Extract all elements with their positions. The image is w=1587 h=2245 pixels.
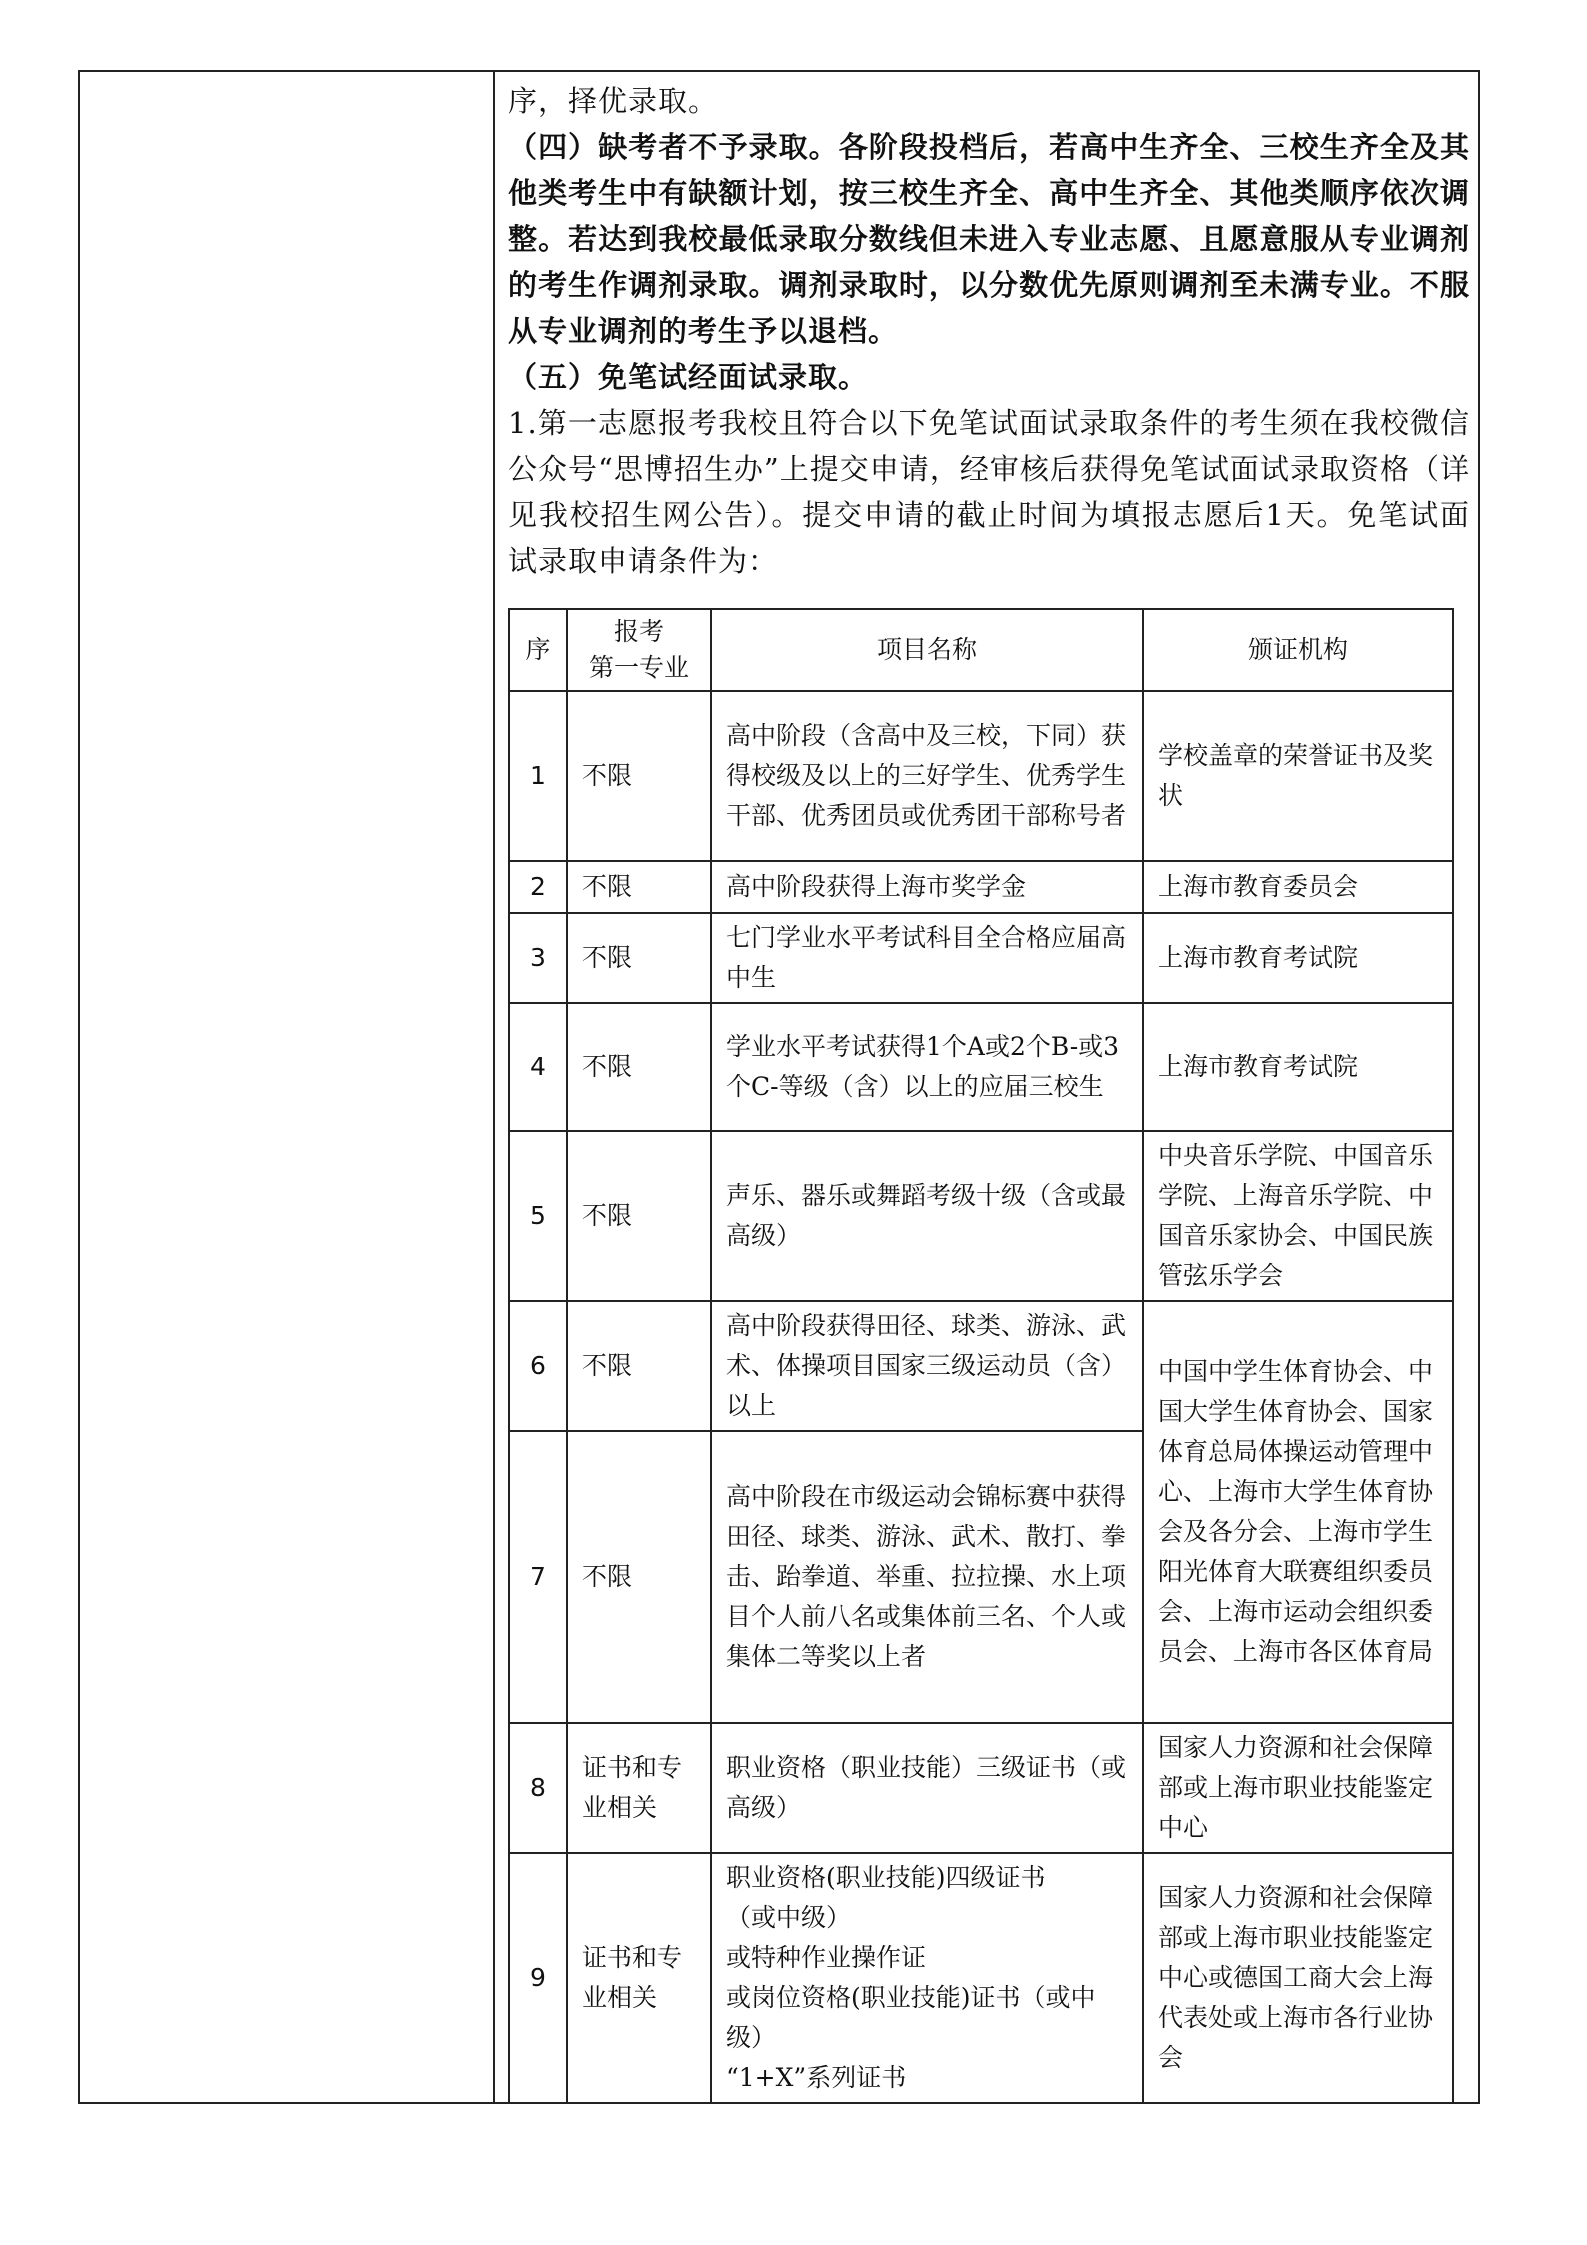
table-row — [509, 1003, 1453, 1131]
row-agency: 国家人力资源和社会保障部或上海市职业技能鉴定中心或德国工商大会上海代表处或上海市各行业协会 — [1143, 1853, 1453, 2103]
row-agency: 学校盖章的荣誉证书及奖状 — [1143, 691, 1453, 861]
row-item-line: 职业资格(职业技能)四级证书 — [726, 1863, 1046, 1892]
row-major: 不限 — [567, 1301, 711, 1431]
row-seq: 5 — [509, 1131, 567, 1301]
row-major: 不限 — [567, 913, 711, 1003]
header-major — [567, 609, 711, 691]
exemption-conditions-table — [508, 608, 1454, 2104]
header-major-line2: 第一专业 — [588, 653, 689, 682]
row-seq: 6 — [509, 1301, 567, 1431]
table-row — [509, 861, 1453, 913]
header-seq: 序 — [509, 609, 567, 691]
row-item: 七门学业水平考试科目全合格应届高中生 — [711, 913, 1143, 1003]
paragraph-continuation: 序，择优录取。 — [508, 84, 719, 118]
row-item: 高中阶段（含高中及三校，下同）获得校级及以上的三好学生、优秀学生干部、优秀团员或优秀团干部称号者 — [711, 691, 1143, 861]
row-item: 高中阶段获得田径、球类、游泳、武术、体操项目国家三级运动员（含）以上 — [711, 1301, 1143, 1431]
row-item: 高中阶段获得上海市奖学金 — [711, 861, 1143, 913]
row-major: 不限 — [567, 691, 711, 861]
row-agency-merged: 中国中学生体育协会、中国大学生体育协会、国家体育总局体操运动管理中心、上海市大学生体育协会及各分会、上海市学生阳光体育大联赛组织委员会、上海市运动会组织委员会、上海市各区体育局 — [1143, 1301, 1453, 1723]
row-agency: 中央音乐学院、中国音乐学院、上海音乐学院、中国音乐家协会、中国民族管弦乐学会 — [1143, 1131, 1453, 1301]
row-seq: 2 — [509, 861, 567, 913]
row-major: 证书和专业相关 — [567, 1723, 711, 1853]
row-item-line: “1+X”系列证书 — [726, 2063, 907, 2092]
table-row — [509, 913, 1453, 1003]
row-seq: 3 — [509, 913, 567, 1003]
row-seq: 9 — [509, 1853, 567, 2103]
table-row — [509, 1131, 1453, 1301]
row-agency: 国家人力资源和社会保障部或上海市职业技能鉴定中心 — [1143, 1723, 1453, 1853]
column-divider — [493, 70, 495, 2104]
table-row — [509, 1301, 1453, 1431]
row-major: 不限 — [567, 1003, 711, 1131]
row-agency: 上海市教育考试院 — [1143, 913, 1453, 1003]
paragraph-section-five-heading: （五）免笔试经面试录取。 — [508, 360, 869, 394]
row-major: 不限 — [567, 1131, 711, 1301]
row-item-multiline — [711, 1853, 1143, 2103]
row-seq: 8 — [509, 1723, 567, 1853]
row-item: 声乐、器乐或舞蹈考级十级（含或最高级） — [711, 1131, 1143, 1301]
table-header-row — [509, 609, 1453, 691]
row-seq: 4 — [509, 1003, 567, 1131]
row-major: 不限 — [567, 861, 711, 913]
row-item-line: 或岗位资格(职业技能)证书（或中级） — [726, 1983, 1096, 2052]
header-agency: 颁证机构 — [1143, 609, 1453, 691]
row-seq: 1 — [509, 691, 567, 861]
row-major: 证书和专业相关 — [567, 1853, 711, 2103]
paragraph-section-four: （四）缺考者不予录取。各阶段投档后，若高中生齐全、三校生齐全及其他类考生中有缺额计划，按三校生齐全、高中生齐全、其他类顺序依次调整。若达到我校最低录取分数线但未进入专业志愿、且愿意服从专业调剂的考生作调剂录取。调剂录取时，以分数优先原则调剂至未满专业。不服从专业调剂的考生予以退档。 — [508, 130, 1470, 348]
paragraph-application-conditions: 1.第一志愿报考我校且符合以下免笔试面试录取条件的考生须在我校微信公众号“思博招生办”上提交申请，经审核后获得免笔试面试录取资格（详见我校招生网公告）。提交申请的截止时间为填报志愿后1天。免笔试面试录取申请条件为： — [508, 406, 1470, 578]
row-item: 高中阶段在市级运动会锦标赛中获得田径、球类、游泳、武术、散打、拳击、跆拳道、举重、拉拉操、水上项目个人前八名或集体前三名、个人或集体二等奖以上者 — [711, 1431, 1143, 1723]
header-major-line1: 报考 — [613, 617, 664, 646]
row-item: 职业资格（职业技能）三级证书（或高级） — [711, 1723, 1143, 1853]
table-row — [509, 1723, 1453, 1853]
content-column — [508, 78, 1470, 584]
table-row — [509, 691, 1453, 861]
row-agency: 上海市教育考试院 — [1143, 1003, 1453, 1131]
row-item-line: （或中级） — [726, 1903, 852, 1932]
row-item-line: 或特种作业操作证 — [726, 1943, 927, 1972]
table-row — [509, 1853, 1453, 2103]
row-agency: 上海市教育委员会 — [1143, 861, 1453, 913]
header-item: 项目名称 — [711, 609, 1143, 691]
row-major: 不限 — [567, 1431, 711, 1723]
row-item: 学业水平考试获得1个A或2个B-或3个C-等级（含）以上的应届三校生 — [711, 1003, 1143, 1131]
row-seq: 7 — [509, 1431, 567, 1723]
